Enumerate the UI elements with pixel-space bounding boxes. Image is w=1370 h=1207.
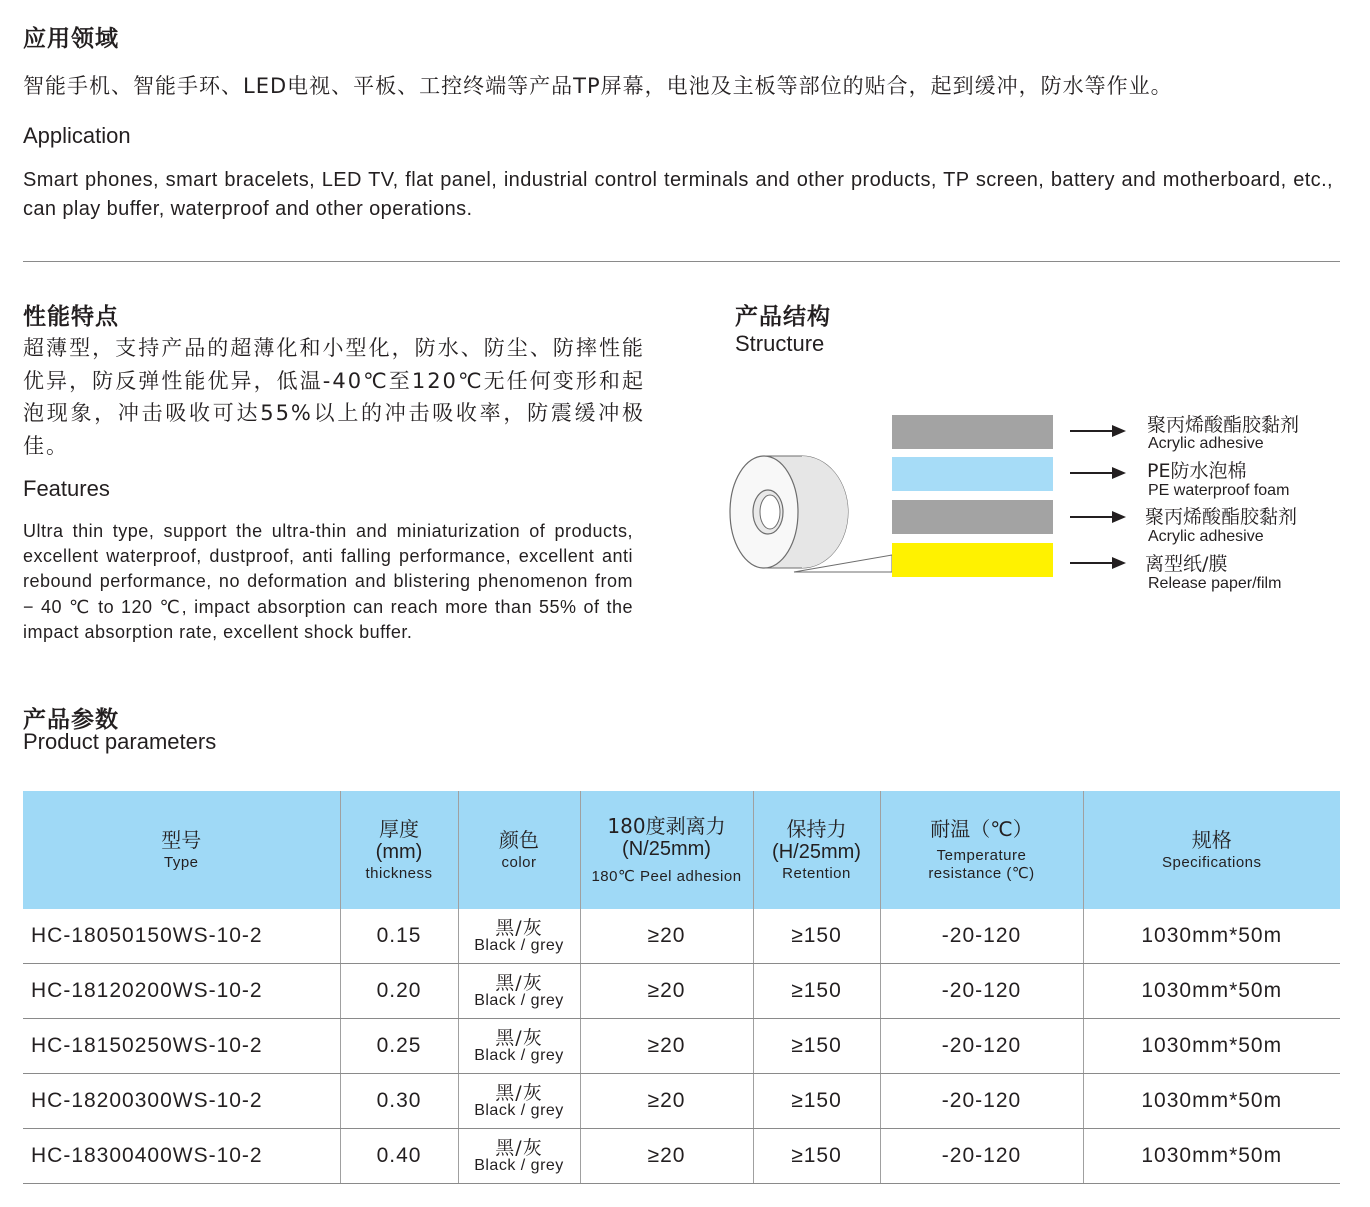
cell-spec: 1030mm*50m — [1083, 1129, 1340, 1184]
cell-color: 黑/灰 Black / grey — [458, 909, 580, 964]
cell-temperature: -20-120 — [880, 1074, 1083, 1129]
table-row — [23, 1019, 1340, 1074]
features-title-en: Features — [23, 476, 110, 501]
layer-label-en: Acrylic adhesive — [1148, 528, 1264, 545]
structure-title-cn: 产品结构 — [735, 304, 831, 330]
table-row — [23, 1074, 1340, 1129]
arrow-right-icon — [1070, 425, 1126, 437]
cell-peel: ≥20 — [580, 909, 753, 964]
cell-peel: ≥20 — [580, 1074, 753, 1129]
header-specifications: 规格 Specifications — [1083, 791, 1340, 909]
cell-type: HC-18300400WS-10-2 — [23, 1129, 340, 1184]
layer-label-cn: 聚丙烯酸酯胶黏剂 — [1145, 506, 1298, 528]
header-temperature: 耐温（℃） Temperature resistance (℃) — [880, 791, 1083, 909]
application-title-cn: 应用领域 — [23, 26, 119, 52]
layer-stack — [892, 415, 1053, 577]
cell-spec: 1030mm*50m — [1083, 1019, 1340, 1074]
cell-thickness: 0.25 — [340, 1019, 458, 1074]
layer-acrylic-adhesive-bottom — [892, 500, 1053, 534]
layer-arrows — [1070, 425, 1126, 569]
cell-retention: ≥150 — [753, 909, 880, 964]
header-color: 颜色 color — [458, 791, 580, 909]
features-text-cn: 超薄型，支持产品的超薄化和小型化，防水、防尘、防摔性能优异，防反弹性能优异，低温-40℃至120℃无任何变形和起泡现象，冲击吸收可达55%以上的冲击吸收率，防震缓冲极佳。 — [23, 336, 645, 458]
layer-release-paper — [892, 543, 1053, 577]
tape-roll-icon — [730, 456, 892, 572]
cell-temperature: -20-120 — [880, 1129, 1083, 1184]
layer-label-cn: 离型纸/膜 — [1145, 553, 1228, 575]
cell-peel: ≥20 — [580, 1129, 753, 1184]
parameters-title-cn: 产品参数 — [23, 707, 119, 733]
table-row — [23, 964, 1340, 1019]
cell-thickness: 0.15 — [340, 909, 458, 964]
parameters-table — [23, 791, 1340, 1184]
header-retention: 保持力 (H/25mm) Retention — [753, 791, 880, 909]
arrow-right-icon — [1070, 557, 1126, 569]
cell-spec: 1030mm*50m — [1083, 964, 1340, 1019]
cell-color: 黑/灰 Black / grey — [458, 1129, 580, 1184]
layer-acrylic-adhesive-top — [892, 415, 1053, 449]
arrow-right-icon — [1070, 467, 1126, 479]
structure-title-en: Structure — [735, 331, 825, 356]
cell-type: HC-18050150WS-10-2 — [23, 909, 340, 964]
cell-color: 黑/灰 Black / grey — [458, 1074, 580, 1129]
features-title-cn: 性能特点 — [23, 304, 119, 330]
cell-color: 黑/灰 Black / grey — [458, 1019, 580, 1074]
layer-labels — [1145, 414, 1299, 592]
table-row — [23, 1129, 1340, 1184]
cell-thickness: 0.20 — [340, 964, 458, 1019]
cell-retention: ≥150 — [753, 1129, 880, 1184]
table-header-row — [23, 791, 1340, 909]
cell-type: HC-18200300WS-10-2 — [23, 1074, 340, 1129]
header-type: 型号 Type — [23, 791, 340, 909]
layer-label-en: Release paper/film — [1148, 575, 1282, 592]
table-row — [23, 909, 1340, 964]
cell-type: HC-18120200WS-10-2 — [23, 964, 340, 1019]
cell-retention: ≥150 — [753, 964, 880, 1019]
cell-retention: ≥150 — [753, 1074, 880, 1129]
application-title-en: Application — [23, 123, 131, 148]
section-divider — [23, 261, 1340, 262]
application-text-cn: 智能手机、智能手环、LED电视、平板、工控终端等产品TP屏幕，电池及主板等部位的贴合，起到缓冲，防水等作业。 — [23, 74, 1173, 98]
parameters-title-en: Product parameters — [23, 729, 217, 754]
features-text-en: Ultra thin type, support the ultra-thin and miniaturization of products, excellent waterproof, dustproof, anti falling performance, excellent anti rebound performance, no deformation and blistering phenomenon from − 40 ℃ to 120 ℃, impact absorption can reach more than 55% of the impact absorption rate, excellent shock buffer. — [23, 521, 633, 642]
cell-peel: ≥20 — [580, 1019, 753, 1074]
header-thickness: 厚度 (mm) thickness — [340, 791, 458, 909]
cell-type: HC-18150250WS-10-2 — [23, 1019, 340, 1074]
cell-spec: 1030mm*50m — [1083, 1074, 1340, 1129]
cell-thickness: 0.30 — [340, 1074, 458, 1129]
layer-label-en: Acrylic adhesive — [1148, 435, 1264, 452]
arrow-right-icon — [1070, 511, 1126, 523]
cell-temperature: -20-120 — [880, 909, 1083, 964]
layer-label-cn: 聚丙烯酸酯胶黏剂 — [1147, 414, 1300, 436]
cell-thickness: 0.40 — [340, 1129, 458, 1184]
cell-temperature: -20-120 — [880, 964, 1083, 1019]
application-text-en: Smart phones, smart bracelets, LED TV, flat panel, industrial control terminals and other products, TP screen, battery and motherboard, etc., can play buffer, waterproof and other operations. — [23, 169, 1333, 220]
cell-retention: ≥150 — [753, 1019, 880, 1074]
layer-pe-foam — [892, 457, 1053, 491]
header-peel: 180度剥离力 (N/25mm) 180℃ Peel adhesion — [580, 791, 753, 909]
cell-color: 黑/灰 Black / grey — [458, 964, 580, 1019]
cell-spec: 1030mm*50m — [1083, 909, 1340, 964]
structure-diagram — [722, 400, 1362, 600]
layer-label-en: PE waterproof foam — [1148, 482, 1290, 499]
cell-temperature: -20-120 — [880, 1019, 1083, 1074]
layer-label-cn: PE防水泡棉 — [1147, 460, 1247, 482]
cell-peel: ≥20 — [580, 964, 753, 1019]
